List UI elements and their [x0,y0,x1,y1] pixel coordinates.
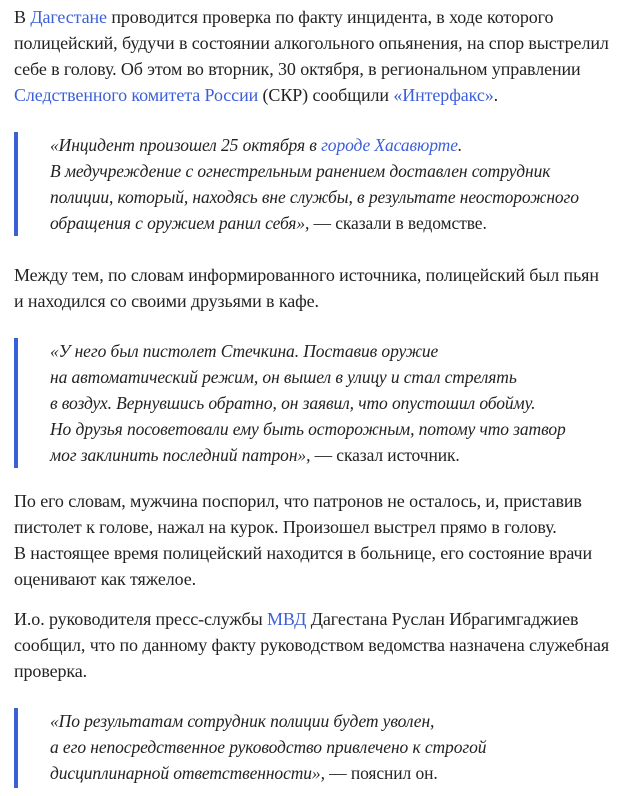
paragraph-intro [14,4,626,108]
quote-line: на автоматический режим, он вышел в улицу и стал стрелять [50,367,517,387]
quote-attribution: — сказал источник. [310,445,460,465]
text-line: и находился со своими друзьями в кафе. [14,291,319,311]
text-line: По его словам, мужчина поспорил, что патронов не осталось, и, приставив [14,491,582,511]
text-line: себе в голову. Об этом во вторник, 30 октября, в региональном управлении [14,59,581,79]
quote-line [50,210,622,236]
link-investigative-committee[interactable]: Следственного комитета России [14,85,259,105]
blockquote-press-service [14,708,626,788]
text-fragment: проводится проверка по факту инцидента, в ходе которого [106,7,554,27]
quote-line: полиции, который, находясь вне службы, в результате неосторожного [50,187,579,207]
quote-line: «У него был пистолет Стечкина. Поставив оружие [50,341,439,361]
text-line: В настоящее время полицейский находится в больнице, его состояние врачи [14,543,593,563]
paragraph-shot [14,488,626,592]
quote-bar [14,132,18,236]
link-dagestan[interactable]: Дагестане [30,7,107,27]
text-line: полицейский, будучи в состоянии алкогольного опьянения, на спор выстрелил [14,33,609,53]
text-fragment: «Инцидент произошел 25 октября в [50,135,322,155]
text-fragment: Дагестана Руслан Ибрагимгаджиев [306,609,579,629]
text-fragment: мог заклинить последний патрон», [50,445,311,465]
quote-attribution: — пояснил он. [324,763,438,783]
text-line: сообщил, что по данному факту руководством ведомства назначена служебная [14,635,610,655]
text-fragment: обращения с оружием ранил себя», [50,213,310,233]
quote-line: В медучреждение с огнестрельным ранением доставлен сотрудник [50,161,551,181]
text-line: проверка. [14,661,88,681]
text-fragment: дисциплинарной ответственности», [50,763,325,783]
text-fragment: (СКР) сообщили [258,85,394,105]
quote-line [50,132,622,158]
quote-text [50,132,622,236]
quote-line: «По результатам сотрудник полиции будет уволен, [50,711,435,731]
text-line: оценивают как тяжелое. [14,569,197,589]
text-fragment: И.о. руководителя пресс-службы [14,609,267,629]
quote-bar [14,338,18,468]
quote-text [50,708,622,786]
quote-line: Но друзья посоветовали ему быть осторожным, потому что затвор [50,419,566,439]
text-line [14,606,626,632]
quote-line [50,442,622,468]
link-mvd[interactable]: МВД [267,609,307,629]
text-line: Между тем, по словам информированного источника, полицейский был пьян [14,265,599,285]
link-khasavyurt[interactable]: городе Хасавюрте [321,135,458,155]
quote-line: в воздух. Вернувшись обратно, он заявил, что опустошил обойму. [50,393,536,413]
text-line [14,4,626,30]
paragraph-press-service [14,606,626,684]
quote-line: а его непосредственное руководство привлечено к строгой [50,737,487,757]
quote-text [50,338,622,468]
quote-attribution: — сказали в ведомстве. [309,213,487,233]
text-line [14,82,626,108]
text-fragment: В [14,7,31,27]
blockquote-incident [14,132,626,236]
paragraph-source [14,262,626,314]
blockquote-source [14,338,626,468]
text-fragment: . [493,85,499,105]
text-line: пистолет к голове, нажал на курок. Произошел выстрел прямо в голову. [14,517,557,537]
text-fragment: . [457,135,463,155]
quote-line [50,760,622,786]
link-interfax[interactable]: «Интерфакс» [393,85,494,105]
quote-bar [14,708,18,788]
